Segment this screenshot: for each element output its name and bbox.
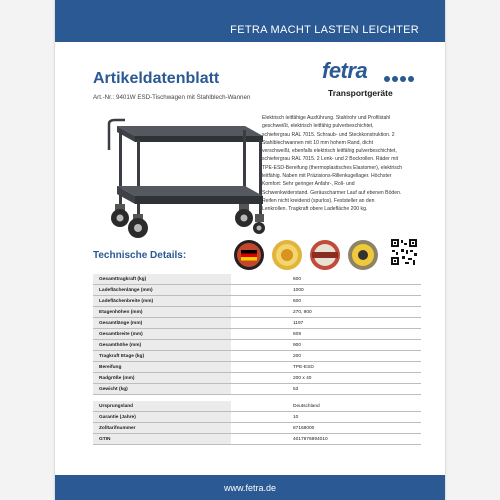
spec-row bbox=[93, 412, 421, 423]
fetra-logo bbox=[322, 58, 432, 108]
spec-label: Gesamtlänge (mm) bbox=[93, 318, 231, 329]
spec-row bbox=[93, 401, 421, 412]
spec-label: Radgröße (mm) bbox=[93, 373, 231, 384]
spec-row bbox=[93, 318, 421, 329]
slogan: FETRA MACHT LASTEN LEICHTER bbox=[230, 24, 419, 36]
spec-table bbox=[93, 274, 421, 445]
product-description bbox=[262, 114, 422, 214]
spec-value: Deutschland bbox=[231, 401, 421, 412]
spec-value: 53 bbox=[231, 384, 421, 395]
description-line: geschweißt, elektrisch leitfähig pulverbeschichtet, bbox=[262, 123, 374, 130]
spec-row bbox=[93, 329, 421, 340]
spec-label: Ladeflächenlänge (mm) bbox=[93, 285, 231, 296]
spec-value: 10 bbox=[231, 412, 421, 423]
spec-value: 87168000 bbox=[231, 423, 421, 434]
description-line: TPE-ESD-Bereifung (thermoplastisches Elastomer), elektrisch bbox=[262, 164, 403, 171]
spec-value: 1197 bbox=[231, 318, 421, 329]
description-line: Stahlblechwannen mit 10 mm hohem Rand, dicht bbox=[262, 139, 373, 146]
logo-tagline: Transportgeräte bbox=[328, 88, 393, 98]
spec-label: Gewicht (kg) bbox=[93, 384, 231, 395]
spec-row bbox=[93, 434, 421, 445]
spec-row bbox=[93, 274, 421, 285]
spec-label: Ladeflächenbreite (mm) bbox=[93, 296, 231, 307]
esd-trolley-image bbox=[95, 110, 265, 240]
spec-label: Gesamttragkraft (kg) bbox=[93, 274, 231, 285]
description-line: schiefergrau RAL 7015. 2 Lenk- und 2 Bockrollen. Räder mit bbox=[262, 156, 399, 163]
spec-value: 4017976894010 bbox=[231, 434, 421, 445]
logo-wordmark: fetra bbox=[322, 58, 368, 83]
spec-value: 270, 900 bbox=[231, 307, 421, 318]
spec-row bbox=[93, 423, 421, 434]
spec-value: 200 bbox=[231, 351, 421, 362]
spec-label: Gesamthöhe (mm) bbox=[93, 340, 231, 351]
description-line: Elektrisch leitfähige Ausführung. Stahlrohr und Profilstahl bbox=[262, 115, 391, 121]
section-title: Technische Details: bbox=[93, 250, 187, 261]
spec-value: 600 bbox=[231, 274, 421, 285]
qr-code-icon bbox=[390, 238, 418, 266]
article-subtitle: Art.-Nr.: 9401W ESD-Tischwagen mit Stahlblech-Wannen bbox=[93, 94, 251, 101]
description-line: Lenkrollen. Tragkraft obere Ladefläche 200 kg. bbox=[262, 206, 368, 213]
garantie-badge bbox=[272, 240, 302, 270]
spec-label: Tragkraft Etage (kg) bbox=[93, 351, 231, 362]
esd-badge bbox=[348, 240, 378, 270]
spec-label: GTIN bbox=[93, 434, 231, 445]
spec-label: Gesamtbreite (mm) bbox=[93, 329, 231, 340]
spec-value: 1000 bbox=[231, 285, 421, 296]
description-line: Reifen nicht kreidend (spurlos). Feststeller an den bbox=[262, 197, 375, 204]
spec-row bbox=[93, 351, 421, 362]
spec-row bbox=[93, 307, 421, 318]
spec-row bbox=[93, 296, 421, 307]
spec-row bbox=[93, 340, 421, 351]
spec-value: 900 bbox=[231, 340, 421, 351]
spec-value: TPE-ESD bbox=[231, 362, 421, 373]
spec-row bbox=[93, 362, 421, 373]
spec-value: 609 bbox=[231, 329, 421, 340]
description-line: verschweißt, ebenfalls elektrisch leitfähig pulverbeschichtet, bbox=[262, 148, 397, 155]
logo-dots-icon bbox=[384, 76, 414, 82]
spec-label: Etagenhöhen (mm) bbox=[93, 307, 231, 318]
spec-label: Bereifung bbox=[93, 362, 231, 373]
spec-row bbox=[93, 373, 421, 384]
website-link[interactable]: www.fetra.de bbox=[223, 483, 277, 493]
page-title: Artikeldatenblatt bbox=[93, 70, 220, 87]
description-line: Komfort: Sehr geringer Anfahr-, Roll- und bbox=[262, 181, 355, 188]
totalsicher-badge bbox=[310, 240, 340, 270]
description-line: Schwenkwiderstand. Geräuscharmer Lauf auf ebenen Böden. bbox=[262, 189, 402, 196]
spec-row bbox=[93, 285, 421, 296]
bottom-banner bbox=[55, 475, 445, 500]
spec-value: 200 x 40 bbox=[231, 373, 421, 384]
spec-row bbox=[93, 384, 421, 395]
spec-label: Ursprungsland bbox=[93, 401, 231, 412]
spec-value: 600 bbox=[231, 296, 421, 307]
made-in-germany-badge bbox=[234, 240, 264, 270]
description-line: leitfähig. Naben mit Präzisions-Rillenkugellager. Höchster bbox=[262, 173, 392, 180]
top-banner bbox=[55, 0, 445, 42]
spec-label: Garantie (Jahre) bbox=[93, 412, 231, 423]
certification-badges bbox=[232, 238, 392, 272]
spec-label: Zolltarifnummer bbox=[93, 423, 231, 434]
description-line: schiefergrau RAL 7015. Schraub- und Steckkonstruktion. 2 bbox=[262, 131, 395, 138]
datasheet-page bbox=[55, 0, 445, 500]
